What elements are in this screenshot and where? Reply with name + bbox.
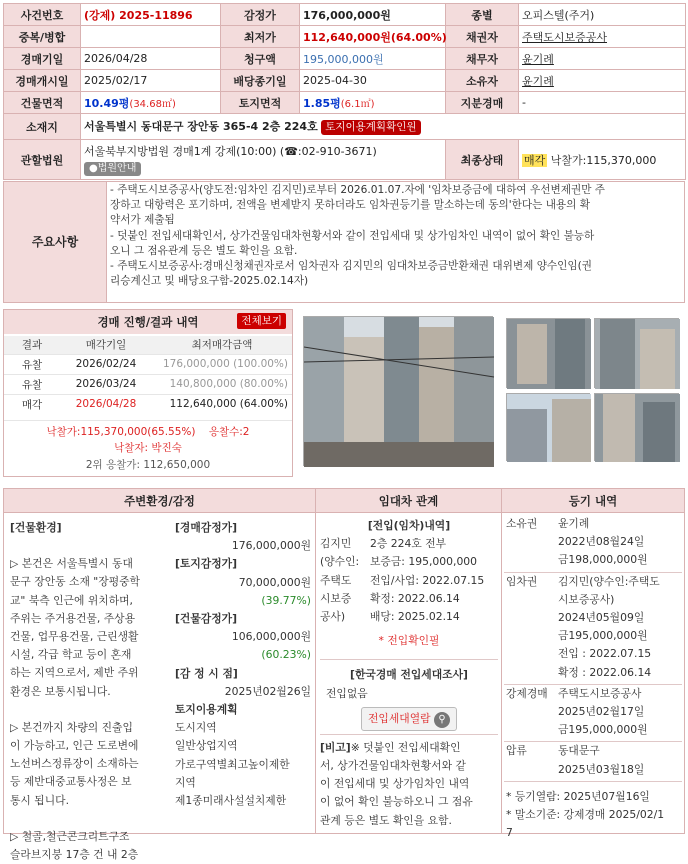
note-line: 리승계신고 및 배당요구함-2025.02.14자) — [110, 275, 309, 288]
debtor-link[interactable]: 윤기례 — [522, 52, 554, 66]
case-no: (강제) 2025-11896 — [81, 4, 221, 26]
appraisal-date-title: [감 정 시 점] — [175, 666, 238, 680]
main-photo[interactable] — [303, 316, 493, 466]
building-appraisal-amount: 106,000,000원 — [231, 630, 311, 644]
sale-price: 낙찰가:115,370,000(65.55%) — [46, 426, 196, 438]
note-line: 오니 그 점유관계 등은 별도 확인을 요함. — [110, 244, 298, 257]
tenant-title: 임대차 관계 — [316, 489, 501, 513]
appraisal-date: 2025년02월26일 — [224, 684, 311, 698]
building-thumb-image — [507, 319, 591, 389]
land-appraisal-title: [토지감정가] — [175, 557, 238, 571]
survey-view-button[interactable]: 전입세대열람 ⚲ — [361, 707, 457, 731]
building-thumb-image — [507, 394, 591, 462]
thumb-photo-1[interactable] — [506, 318, 590, 388]
bidder-count: 응찰수:2 — [208, 426, 250, 438]
col-result: 결과 — [4, 336, 60, 354]
thumb-photo-4[interactable] — [594, 393, 679, 461]
tenant-check: * 전입확인필 — [378, 634, 440, 648]
appraisal-amount: 176,000,000원 — [231, 539, 311, 553]
tenant-row: 김지민 2층 224호 전부 — [320, 537, 447, 551]
tenant-row: 공사) 배당: 2025.02.14 — [320, 610, 460, 624]
land-use-title: 토지이용계획 — [175, 703, 238, 717]
land-area-label: 토지면적 — [221, 92, 300, 114]
land-appraisal-amount: 70,000,000원 — [238, 575, 311, 589]
col-amount: 최저매각금액 — [152, 336, 292, 354]
registry-item: 소유권 윤기례 2022년08월24일 금198,000,000원 — [504, 515, 682, 573]
registry-view-date: * 등기열람: 2025년07월16일 — [506, 789, 650, 803]
land-area-py: 1.85평 — [303, 96, 341, 110]
note-line: 약서가 제출됨 — [110, 214, 175, 227]
note-line: - 덧붙인 전입세대확인서, 상가건물임대차현황서와 같이 전입세대 및 상가임차인 내역이 없어 확인 불능하 — [110, 229, 595, 242]
appraisal-title: [경매감정가] — [175, 521, 238, 534]
auction-progress — [3, 309, 293, 477]
note-line: - 주택도시보증공사(양도전:임차인 김지민)로부터 2026.01.07.자에 '임차보증금에 대하여 우선변제권만 주 — [110, 184, 606, 196]
address-label: 소재지 — [4, 114, 81, 140]
building-area-label: 건물면적 — [4, 92, 81, 114]
owner-link[interactable]: 윤기례 — [522, 74, 554, 88]
tenant-row: 시보증 확정: 2022.06.14 — [320, 591, 460, 605]
building-appraisal-pct: (60.23%) — [261, 648, 311, 662]
case-no-label: 사건번호 — [4, 4, 81, 26]
kind-label: 종별 — [446, 4, 519, 26]
circle-icon: ● — [89, 162, 98, 174]
owner-label: 소유자 — [446, 70, 519, 92]
note-line: 장하고 대항력은 포기하며, 전액을 변제받지 못하더라도 임차권등기를 말소하는데 동의'한다는 내용의 확 — [110, 199, 590, 212]
status-label: 최종상태 — [446, 140, 519, 180]
registry-item: 임차권 김지민(양수인:주택도 시보증공사) 2024년05월09일 금195,000,000원 전입 : 2022.07.15 확정 : 2022.06.14 — [504, 573, 682, 685]
claim-label: 청구액 — [221, 48, 300, 70]
remark-label: [비고] — [320, 740, 351, 754]
creditor-label: 채권자 — [446, 26, 519, 48]
second-bid: 2위 응찰가: 112,650,000 — [85, 459, 211, 471]
status-badge: 매각 — [524, 153, 546, 167]
auction-date-label: 경매기일 — [4, 48, 81, 70]
tenant-subtitle: [전입(임차)내역] — [367, 519, 451, 532]
court-label: 관할법원 — [4, 140, 81, 180]
sale-summary — [4, 420, 292, 439]
min-price-value: 112,640,000원(64.00%) — [300, 26, 446, 48]
auction-date: 2026/04/28 — [81, 48, 221, 70]
court-value: 서울북부지방법원 경매1계 강제(10:00) (☎:02-910-3671) — [84, 144, 377, 158]
start-date: 2025/02/17 — [81, 70, 221, 92]
deadline-value: 2025-04-30 — [300, 70, 446, 92]
winner: 낙찰자: 박진숙 — [114, 442, 182, 454]
creditor-link[interactable]: 주택도시보증공사 — [522, 30, 608, 44]
building-env-title: [건물환경] — [10, 521, 62, 534]
building-appraisal-title: [건물감정가] — [175, 612, 238, 626]
search-icon: ⚲ — [434, 712, 450, 728]
table-row: 유찰 2026/02/24 176,000,000 (100.00%) — [4, 354, 292, 374]
address-value: 서울특별시 동대문구 장안동 365-4 2층 224호 — [84, 120, 318, 133]
merge-label: 중복/병합 — [4, 26, 81, 48]
key-notes — [3, 181, 685, 303]
key-notes-label: 주요사항 — [4, 182, 107, 302]
status-value: 낙찰가:115,370,000 — [550, 153, 657, 167]
registry-title: 등기 내역 — [502, 489, 684, 513]
table-row: 매각 2026/04/28 112,640,000 (64.00%) — [4, 394, 292, 414]
share-label: 지분경매 — [446, 92, 519, 114]
tenant-row: (양수인: 보증금: 195,000,000 — [320, 555, 478, 569]
view-all-button[interactable]: 전체보기 — [237, 313, 286, 329]
thumb-photo-2[interactable] — [594, 318, 679, 388]
merge-value — [81, 26, 221, 48]
building-area-py: 10.49평 — [84, 96, 130, 110]
survey-none: 전입없음 — [326, 686, 368, 700]
cancel-basis-cont: 7 — [506, 826, 513, 840]
land-area-m2: (6.1㎡) — [340, 98, 375, 110]
registry-item: 강제경매 주택도시보증공사 2025년02월17일 금195,000,000원 — [504, 685, 682, 743]
building-area-m2: (34.68㎡) — [129, 98, 176, 110]
registry-section — [501, 488, 685, 840]
debtor-label: 채무자 — [446, 48, 519, 70]
deadline-label: 배당종기일 — [221, 70, 300, 92]
building-thumb-image — [595, 319, 680, 389]
key-notes-body — [110, 183, 682, 289]
note-line: - 주택도시보증공사:경매신청채권자로서 임차권자 김지민의 임대차보증금반환채권 대위변제 양수인임(권 — [110, 260, 593, 273]
survey-title: [한국경매 전입세대조사] — [350, 668, 468, 682]
kind-value: 오피스텔(주거) — [519, 4, 686, 26]
environment-section: 주변환경/감정 [건물환경] ▷ 본건은 서울특별시 동대 문구 장안동 소재 "장평중학 교" 북측 인근에 위치하며, 주위는 주거용건물, 주상용 건물, 업무용건물, 근린생활 시설, 각급 학교 등이 혼재 하는 지역으로서, 제반 주위 환경은 보통시됩니다. ▷ 본건까지 차량의 진출입 이 가능하고, 인근 도로변에 노선버스정류장이 소재하는 등 제반대중교통사정은 보 통시 됩니다. ▷ 철골,철근콘크리트구조 슬라브지붕 17층 건 내 2층 [경매감정가] 176,000,000원 [토지감정가] 70,000,000원 (39.77%) [건물감정가] 106,000,000원 (60.23%) [감 정 시 점] 2025년02월26일 토지이용계획 도시지역 일반상업지역 가로구역별최고높이제한 지역 제1종미래사설설치제한 — [3, 488, 316, 834]
start-date-label: 경매개시일 — [4, 70, 81, 92]
table-row: 유찰 2026/03/24 140,800,000 (80.00%) — [4, 374, 292, 394]
thumb-photo-3[interactable] — [506, 393, 590, 461]
cancel-basis: * 말소기준: 강제경매 2025/02/1 — [506, 808, 665, 822]
claim-value: 195,000,000원 — [300, 48, 446, 70]
tenant-section: 임대차 관계 [전입(임차)내역] 김지민 2층 224호 전부 (양수인: 보증금: 195,000,000 주택도 전입/사업: 2022.07.15 시보증 확정: 2022.06.14 공사) 배당: 2025.02.14 * 전입확인필 [한국경매 전입세대조사] 전입없음 전입세대열람 ⚲ [비고]※ 덧붙인 전입세대확인 서, 상가건물임대차현황서와 같 이 전입세대 및 상가임차인 내역 이 없어 확인 불능하오니 그 점유 관계 등은 별도 확인을 요함. — [315, 488, 502, 834]
case-info-table — [3, 3, 686, 180]
share-value: - — [519, 92, 686, 114]
registry-item: 압류 동대문구 2025년03월18일 — [504, 742, 682, 781]
building-thumb-image — [595, 394, 680, 462]
progress-title: 경매 진행/결과 내역 — [4, 310, 292, 334]
court-guide-button[interactable]: ●법원안내 — [84, 162, 141, 176]
progress-table — [4, 336, 292, 414]
land-use-plan-button[interactable]: 토지이용계획확인원 — [321, 120, 420, 135]
appraisal-label: 감정가 — [221, 4, 300, 26]
col-date: 매각기일 — [60, 336, 152, 354]
environment-title: 주변환경/감정 — [4, 489, 315, 513]
tenant-row: 주택도 전입/사업: 2022.07.15 — [320, 573, 485, 587]
land-appraisal-pct: (39.77%) — [261, 593, 311, 607]
building-photo-image — [304, 317, 494, 467]
min-price-label: 최저가 — [221, 26, 300, 48]
appraisal-value: 176,000,000원 — [300, 4, 446, 26]
